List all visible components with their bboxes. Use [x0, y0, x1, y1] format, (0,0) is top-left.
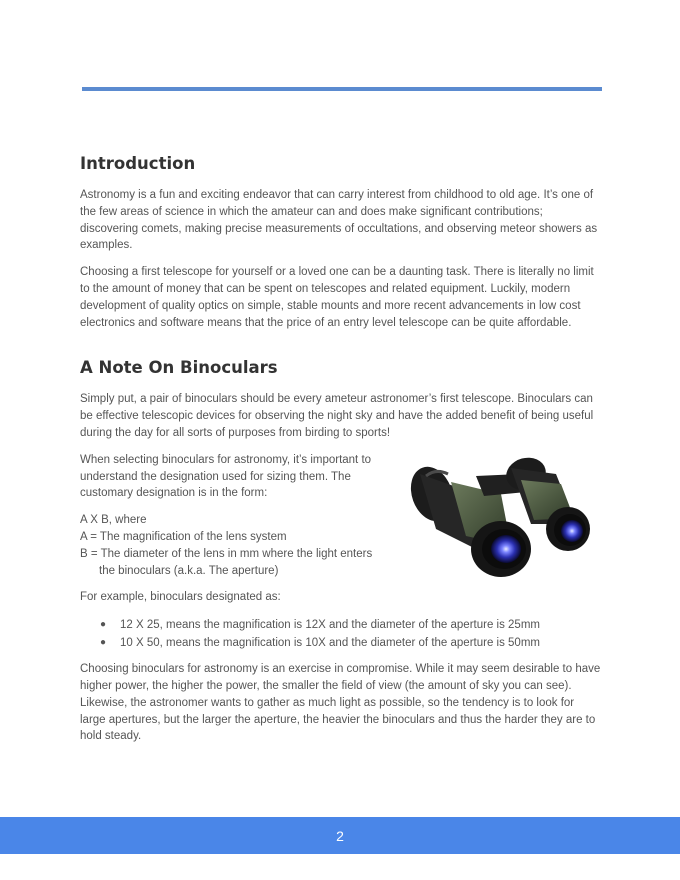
- definition-line: B = The diameter of the lens in mm where the light enters: [80, 547, 373, 560]
- definition-line: the binoculars (a.k.a. The aperture): [99, 564, 279, 577]
- list-item-text: 10 X 50, means the magnification is 10X and the diameter of the aperture is 50mm: [120, 637, 540, 650]
- bullet-icon: ●: [100, 619, 107, 631]
- page-number: 2: [336, 827, 344, 844]
- binoculars-image: [406, 454, 596, 584]
- list-item-text: 12 X 25, means the magnification is 12X and the diameter of the aperture is 25mm: [120, 619, 540, 632]
- bullet-icon: ●: [100, 637, 107, 649]
- designation-block: [80, 452, 602, 606]
- header-rule: [82, 87, 602, 91]
- document-body: [80, 150, 602, 745]
- list-item: [80, 616, 602, 634]
- intro-paragraph-2: Choosing a first telescope for yourself or a loved one can be a daunting task. There is literally no limit to the amount of money that can be spent on telescopes and related equipment. Luckily, modern development of quality optics on simple, stable mounts and more recent advancements in low cost electronics and software means that the price of an entry level telescope can be quite affordable.: [80, 266, 594, 329]
- binoculars-paragraph-1: Simply put, a pair of binoculars should be every ameteur astronomer’s first telescope. Binoculars can be effective telescopic devices for observing the night sky and have the added benefit of being useful during the day for all sorts of purposes from birding to sports!: [80, 393, 594, 439]
- section-title-binoculars: A Note On Binoculars: [80, 358, 278, 378]
- list-item: [80, 634, 602, 652]
- intro-paragraph-1: Astronomy is a fun and exciting endeavor that can carry interest from childhood to old age. It’s one of the few areas of science in which the amateur can and does make significant contributions; discovering comets, making precise measurements of occultations, and observing meteor showers as examples.: [80, 189, 598, 252]
- definition-line: A = The magnification of the lens system: [80, 530, 287, 543]
- example-lead: For example, binoculars designated as:: [80, 591, 281, 604]
- section-title-introduction: Introduction: [80, 154, 196, 173]
- binoculars-paragraph-3: Choosing binoculars for astronomy is an exercise in compromise. While it may seem desirable to have higher power, the higher the power, the smaller the field of view (the amount of sky you can see). Likewise, the astronomer wants to gather as much light as possible, so the tendency is to look for large apertures, but the larger the aperture, the heavier the binoculars and thus the harder they are to hold steady.: [80, 663, 601, 743]
- binoculars-paragraph-2: When selecting binoculars for astronomy, it’s important to understand the designation used for sizing them. The customary designation is in the form:: [80, 453, 372, 500]
- designation-definition: [80, 512, 380, 579]
- page-footer: [0, 817, 680, 854]
- definition-line: A X B, where: [80, 514, 147, 527]
- example-list: [80, 616, 602, 652]
